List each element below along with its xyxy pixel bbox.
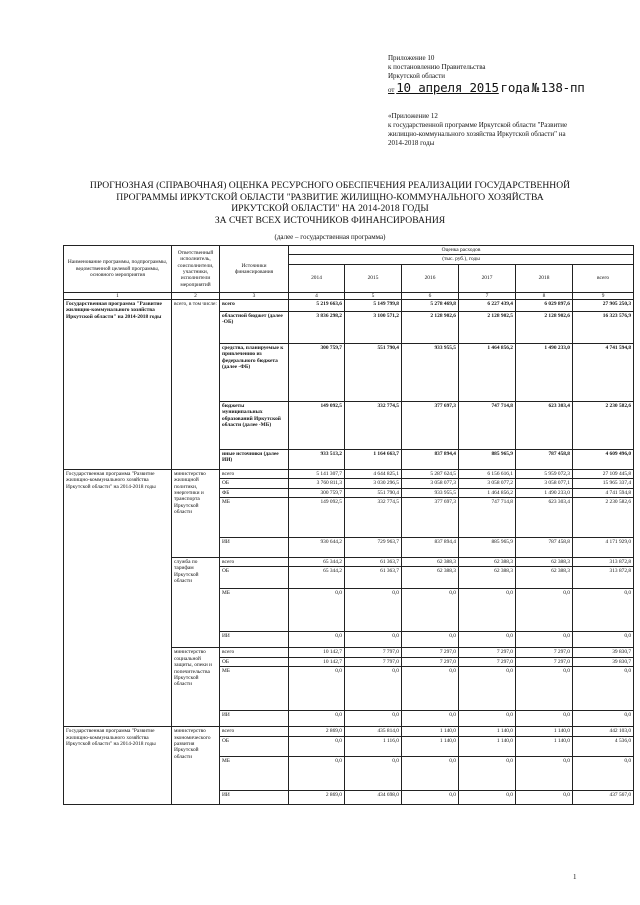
value-cell: 4 644 825,1 (345, 469, 402, 478)
value-cell: 0,0 (573, 632, 634, 648)
value-cell: 787 458,8 (516, 449, 573, 469)
value-cell: 0,0 (573, 756, 634, 790)
value-cell: 0,0 (345, 589, 402, 632)
column-index: 8 (516, 292, 573, 299)
program-ref-line: «Приложение 12 (388, 112, 438, 120)
value-cell: 377 697,3 (402, 498, 459, 538)
value-cell: 0,0 (516, 711, 573, 727)
value-cell: 2 869,0 (289, 727, 345, 736)
value-cell: 0,0 (402, 632, 459, 648)
value-cell: 4 536,0 (573, 736, 634, 756)
value-cell: 3 058 077,1 (516, 479, 573, 488)
value-cell: 0,0 (516, 790, 573, 804)
value-cell: 3 030 296,5 (345, 479, 402, 488)
source-cell: МБ (220, 498, 289, 538)
value-cell: 0,0 (459, 667, 516, 711)
value-cell: 0,0 (289, 736, 345, 756)
value-cell: 0,0 (289, 632, 345, 648)
value-cell: 1 464 856,2 (459, 488, 516, 497)
program-name-cell: Государственная программа "Развитие жилищно-коммунального хозяйства Иркутской области" на 2014-2018 годы (64, 469, 172, 726)
decree-date-line (388, 80, 638, 95)
source-cell: всего (220, 558, 289, 567)
source-cell: ИИ (220, 632, 289, 648)
value-cell: 2 128 902,6 (516, 311, 573, 343)
value-cell: 2 230 582,6 (573, 498, 634, 538)
value-cell: 27 905 250,3 (573, 299, 634, 311)
value-cell: 27 109 445,8 (573, 469, 634, 478)
value-cell: 5 219 663,6 (289, 299, 345, 311)
value-cell: 1 490 233,0 (516, 343, 573, 401)
document-title (70, 180, 590, 226)
value-cell: 623 303,4 (516, 401, 573, 449)
column-index: 5 (345, 292, 402, 299)
title-line: ПРОГРАММЫ ИРКУТСКОЙ ОБЛАСТИ "РАЗВИТИЕ ЖИЛИЩНО-КОММУНАЛЬНОГО ХОЗЯЙСТВА (116, 191, 544, 203)
value-cell: 4 741 594,8 (573, 488, 634, 497)
header-total: всего (573, 264, 634, 292)
header-estimate: Оценка расходов (289, 246, 634, 255)
page-number: 1 (573, 873, 577, 881)
value-cell: 15 965 337,4 (573, 479, 634, 488)
header-units: (тыс. руб.), годы (289, 255, 634, 264)
value-cell: 837 894,4 (402, 449, 459, 469)
value-cell: 1 140,0 (402, 736, 459, 756)
value-cell: 437 567,0 (573, 790, 634, 804)
value-cell: 332 774,5 (345, 498, 402, 538)
value-cell: 551 790,4 (345, 488, 402, 497)
value-cell: 0,0 (459, 589, 516, 632)
value-cell: 7 797,0 (345, 648, 402, 657)
table-row (64, 299, 634, 311)
value-cell: 300 759,7 (289, 488, 345, 497)
value-cell: 0,0 (345, 711, 402, 727)
header-year: 2014 (289, 264, 345, 292)
value-cell: 0,0 (459, 756, 516, 790)
value-cell: 1 140,0 (516, 727, 573, 736)
decree-number: 138-пп (540, 80, 585, 95)
source-cell: всего (220, 648, 289, 657)
decree-date: 10 апреля 2015 (396, 80, 499, 95)
value-cell: 65 344,2 (289, 558, 345, 567)
appendix-line: к постановлению Правительства (388, 63, 486, 71)
value-cell: 0,0 (459, 632, 516, 648)
source-cell: областной бюджет (далее -ОБ) (220, 311, 289, 343)
program-name-cell: Государственная программа "Развитие жилищно-коммунального хозяйства Иркутской области" на 2014-2018 годы (64, 299, 172, 469)
value-cell: 5 959 072,3 (516, 469, 573, 478)
source-cell: всего (220, 727, 289, 736)
value-cell: 1 140,0 (516, 736, 573, 756)
value-cell: 5 287 624,5 (402, 469, 459, 478)
value-cell: 2 230 582,6 (573, 401, 634, 449)
value-cell: 7 297,0 (516, 657, 573, 666)
source-cell: ИИ (220, 790, 289, 804)
value-cell: 0,0 (459, 790, 516, 804)
source-cell: ФБ (220, 488, 289, 497)
value-cell: 0,0 (516, 667, 573, 711)
executor-cell: министерство экономического развития Иркутской области (172, 727, 220, 804)
value-cell: 6 227 439,4 (459, 299, 516, 311)
value-cell: 1 464 856,2 (459, 343, 516, 401)
appendix-line: Приложение 10 (388, 54, 435, 62)
value-cell: 7 797,0 (345, 657, 402, 666)
value-cell: 0,0 (402, 756, 459, 790)
value-cell: 2 128 902,5 (459, 311, 516, 343)
value-cell: 0,0 (345, 667, 402, 711)
value-cell: 1 140,0 (402, 727, 459, 736)
value-cell: 0,0 (345, 632, 402, 648)
value-cell: 1 164 663,7 (345, 449, 402, 469)
value-cell: 5 278 469,8 (402, 299, 459, 311)
value-cell: 729 963,7 (345, 538, 402, 558)
decree-year-word: года (500, 80, 530, 95)
value-cell: 0,0 (289, 589, 345, 632)
value-cell: 62 388,3 (459, 558, 516, 567)
value-cell: 7 297,0 (459, 648, 516, 657)
value-cell: 0,0 (459, 711, 516, 727)
program-name-cell: Государственная программа "Развитие жилищно-коммунального хозяйства Иркутской области" на 2014-2018 годы (64, 727, 172, 804)
value-cell: 837 894,4 (402, 538, 459, 558)
value-cell: 0,0 (516, 632, 573, 648)
source-cell: ОБ (220, 567, 289, 589)
value-cell: 930 644,2 (289, 538, 345, 558)
program-reference-block (388, 112, 578, 148)
value-cell: 933 955,5 (402, 488, 459, 497)
value-cell: 62 388,3 (459, 567, 516, 589)
executor-cell: служба по тарифам Иркутской области (172, 558, 220, 648)
value-cell: 61 363,7 (345, 567, 402, 589)
title-line: ИРКУТСКОЙ ОБЛАСТИ" НА 2014-2018 ГОДЫ (231, 203, 429, 214)
column-index: 9 (573, 292, 634, 299)
value-cell: 0,0 (573, 589, 634, 632)
table-body (64, 299, 634, 804)
executor-cell: министерство жилищной политики, энергетики и транспорта Иркутской области (172, 469, 220, 557)
table-row (64, 727, 634, 736)
appendix-block (388, 54, 628, 81)
value-cell: 4 609 496,0 (573, 449, 634, 469)
value-cell: 149 092,5 (289, 498, 345, 538)
value-cell: 747 714,8 (459, 401, 516, 449)
source-cell: средства, планируемые к привлечению из федерального бюджета (далее -ФБ) (220, 343, 289, 401)
value-cell: 0,0 (573, 711, 634, 727)
value-cell: 61 363,7 (345, 558, 402, 567)
value-cell: 149 092,5 (289, 401, 345, 449)
header-year: 2017 (459, 264, 516, 292)
value-cell: 313 872,8 (573, 567, 634, 589)
column-index-row (64, 292, 634, 299)
value-cell: 6 029 897,6 (516, 299, 573, 311)
source-cell: ОБ (220, 479, 289, 488)
column-index: 4 (289, 292, 345, 299)
column-index: 1 (64, 292, 172, 299)
value-cell: 10 142,7 (289, 657, 345, 666)
value-cell: 0,0 (402, 711, 459, 727)
source-cell: бюджеты муниципальных образований Иркутской области (далее -МБ) (220, 401, 289, 449)
value-cell: 7 297,0 (402, 648, 459, 657)
value-cell: 0,0 (516, 756, 573, 790)
value-cell: 16 323 576,9 (573, 311, 634, 343)
value-cell: 1 490 233,0 (516, 488, 573, 497)
header-name: Наименование программы, подпрограммы, ведомственной целевой программы, основного мероприятия (64, 246, 172, 293)
value-cell: 885 965,9 (459, 538, 516, 558)
value-cell: 885 965,9 (459, 449, 516, 469)
value-cell: 0,0 (402, 790, 459, 804)
column-index: 3 (220, 292, 289, 299)
value-cell: 0,0 (289, 756, 345, 790)
column-index: 6 (402, 292, 459, 299)
value-cell: 551 790,4 (345, 343, 402, 401)
value-cell: 10 142,7 (289, 648, 345, 657)
source-cell: ОБ (220, 736, 289, 756)
source-cell: ИИ (220, 538, 289, 558)
value-cell: 787 458,8 (516, 538, 573, 558)
value-cell: 435 814,0 (345, 727, 402, 736)
value-cell: 62 388,3 (402, 567, 459, 589)
value-cell: 7 297,0 (516, 648, 573, 657)
value-cell: 62 388,3 (516, 567, 573, 589)
source-cell: МБ (220, 589, 289, 632)
header-year: 2016 (402, 264, 459, 292)
executor-cell: всего, в том числе: (172, 299, 220, 469)
value-cell: 65 344,2 (289, 567, 345, 589)
column-index: 2 (172, 292, 220, 299)
value-cell: 1 116,0 (345, 736, 402, 756)
value-cell: 6 156 616,1 (459, 469, 516, 478)
value-cell: 4 171 929,0 (573, 538, 634, 558)
table-header (64, 246, 634, 300)
value-cell: 1 140,0 (459, 727, 516, 736)
value-cell: 0,0 (289, 711, 345, 727)
value-cell: 4 741 594,8 (573, 343, 634, 401)
document-subtitle: (далее – государственная программа) (274, 233, 386, 241)
table-row (64, 469, 634, 478)
value-cell: 747 714,8 (459, 498, 516, 538)
value-cell: 3 100 571,2 (345, 311, 402, 343)
value-cell: 313 872,8 (573, 558, 634, 567)
value-cell: 7 297,0 (402, 657, 459, 666)
value-cell: 7 297,0 (459, 657, 516, 666)
executor-cell: министерство социальной защиты, опеки и попечительства Иркутской области (172, 648, 220, 727)
value-cell: 5 141 307,7 (289, 469, 345, 478)
value-cell: 933 955,5 (402, 343, 459, 401)
value-cell: 933 513,2 (289, 449, 345, 469)
value-cell: 2 128 902,6 (402, 311, 459, 343)
source-cell: всего (220, 299, 289, 311)
value-cell: 0,0 (289, 667, 345, 711)
value-cell: 377 697,3 (402, 401, 459, 449)
source-cell: МБ (220, 756, 289, 790)
source-cell: МБ (220, 667, 289, 711)
appendix-line: Иркутской области (388, 72, 446, 80)
source-cell: ИИ (220, 711, 289, 727)
value-cell: 0,0 (516, 589, 573, 632)
value-cell: 3 058 077,3 (402, 479, 459, 488)
source-cell: всего (220, 469, 289, 478)
value-cell: 0,0 (573, 667, 634, 711)
value-cell: 39 830,7 (573, 648, 634, 657)
value-cell: 0,0 (402, 589, 459, 632)
value-cell: 2 869,0 (289, 790, 345, 804)
value-cell: 0,0 (345, 756, 402, 790)
program-ref-text: к государственной программе Иркутской области "Развитие жилищно-коммунального хозяйства Иркутской области" на 2014-2018 годы (388, 121, 568, 147)
header-executor: Ответственный исполнитель, соисполнители, участники, исполнители мероприятий (172, 246, 220, 293)
source-cell: иные источники (далее ИИ) (220, 449, 289, 469)
value-cell: 3 760 811,3 (289, 479, 345, 488)
value-cell: 0,0 (402, 667, 459, 711)
column-index: 7 (459, 292, 516, 299)
header-source: Источники финансирования (220, 246, 289, 293)
value-cell: 442 103,0 (573, 727, 634, 736)
value-cell: 1 140,0 (459, 736, 516, 756)
value-cell: 3 836 298,2 (289, 311, 345, 343)
value-cell: 5 149 799,8 (345, 299, 402, 311)
header-year: 2015 (345, 264, 402, 292)
title-line: ПРОГНОЗНАЯ (СПРАВОЧНАЯ) ОЦЕНКА РЕСУРСНОГО ОБЕСПЕЧЕНИЯ РЕАЛИЗАЦИИ ГОСУДАРСТВЕННОЙ (89, 180, 571, 191)
resource-table (63, 245, 634, 805)
header-year: 2018 (516, 264, 573, 292)
value-cell: 62 388,3 (402, 558, 459, 567)
title-line: ЗА СЧЕТ ВСЕХ ИСТОЧНИКОВ ФИНАНСИРОВАНИЯ (214, 214, 446, 226)
source-cell: ОБ (220, 657, 289, 666)
value-cell: 3 058 077,2 (459, 479, 516, 488)
decree-number-sign: № (531, 80, 539, 95)
value-cell: 623 303,4 (516, 498, 573, 538)
value-cell: 39 830,7 (573, 657, 634, 666)
value-cell: 300 759,7 (289, 343, 345, 401)
value-cell: 332 774,5 (345, 401, 402, 449)
value-cell: 62 388,3 (516, 558, 573, 567)
decree-prefix: от (388, 86, 395, 94)
value-cell: 434 698,0 (345, 790, 402, 804)
